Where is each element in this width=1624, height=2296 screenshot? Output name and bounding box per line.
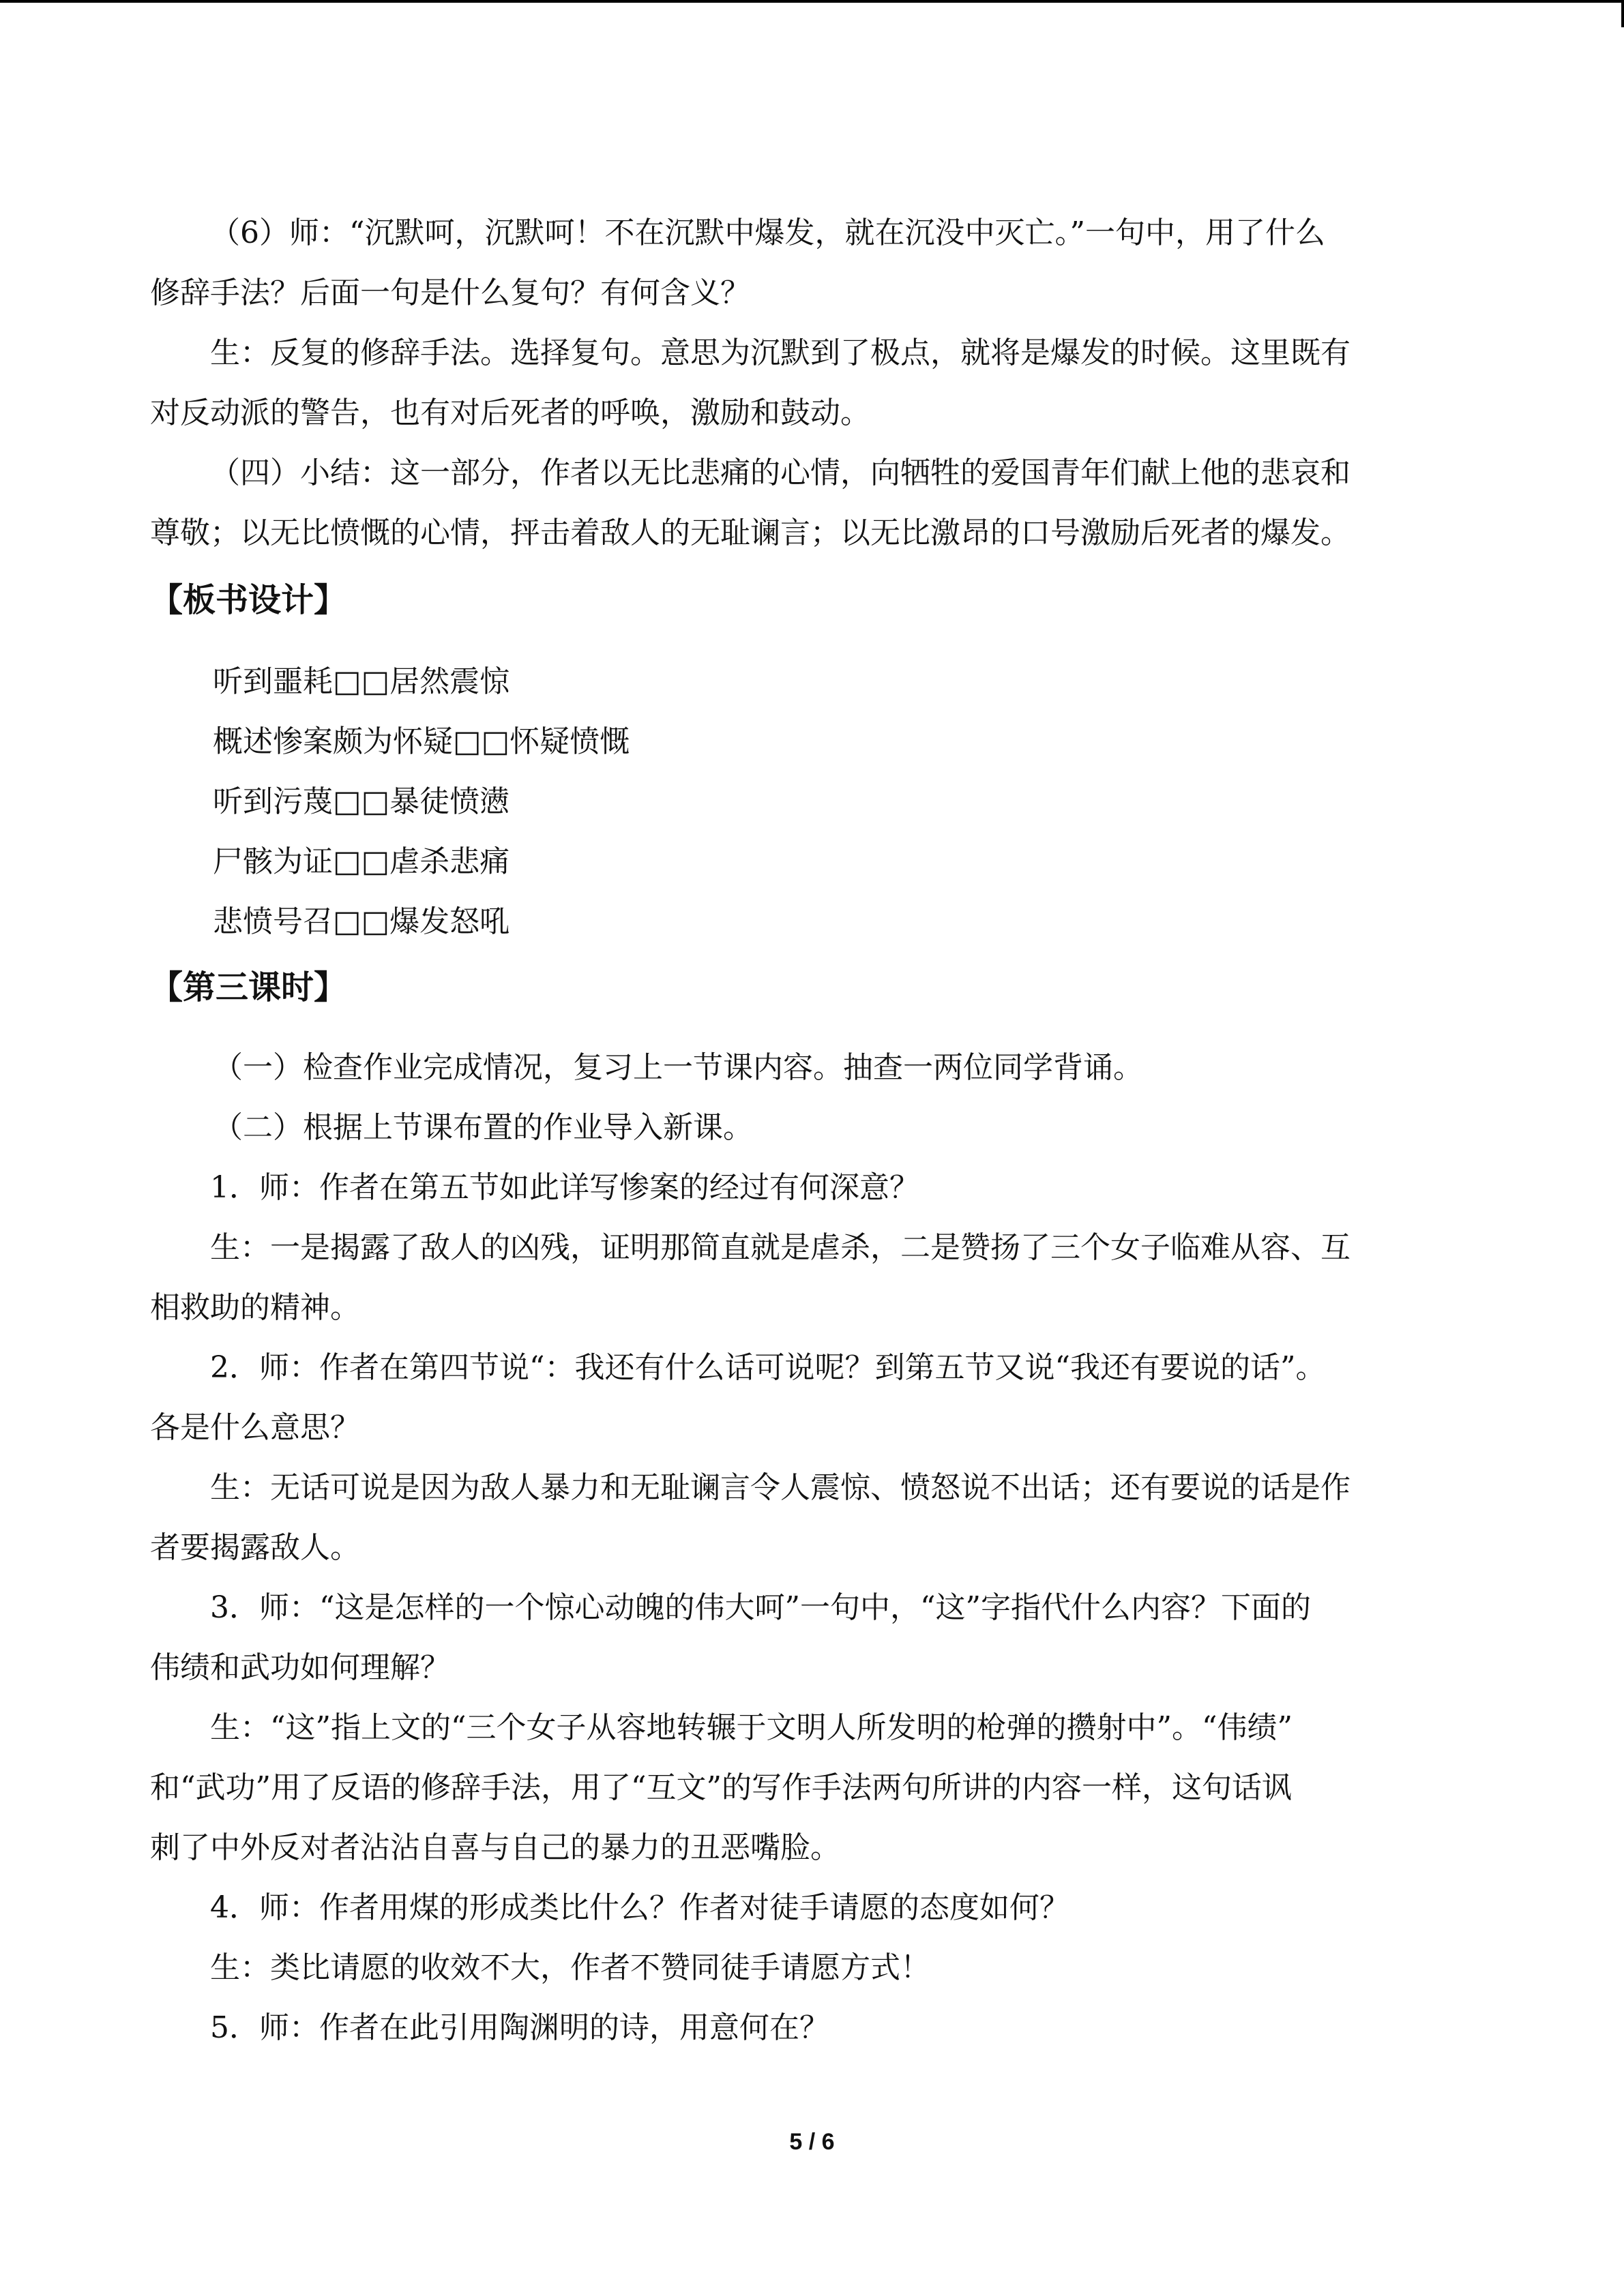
- question-3-line-1: 3．师：“这是怎样的一个惊心动魄的伟大呵”一句中，“这”字指代什么内容？下面的: [210, 1590, 1311, 1625]
- board-item: 概述惨案颇为怀疑□□怀疑愤慨: [213, 724, 630, 759]
- answer-6-line-1: 生：反复的修辞手法。选择复句。意思为沉默到了极点，就将是爆发的时候。这里既有: [210, 336, 1350, 370]
- lesson-3-step-2: （二）根据上节课布置的作业导入新课。: [213, 1110, 753, 1145]
- question-2-line-1: 2．师：作者在第四节说“：我还有什么话可说呢？到第五节又说“我还有要说的话”。: [210, 1350, 1326, 1385]
- summary-line-1: （四）小结：这一部分，作者以无比悲痛的心情，向牺牲的爱国青年们献上他的悲哀和: [210, 456, 1350, 490]
- answer-2-line-2: 者要揭露敌人。: [150, 1530, 360, 1565]
- answer-3-line-1: 生：“这”指上文的“三个女子从容地转辗于文明人所发明的枪弹的攒射中”。“伟绩”: [210, 1710, 1293, 1745]
- page-number: 5 / 6: [789, 2129, 835, 2155]
- right-border: [1621, 0, 1624, 27]
- board-design-heading: 【板书设计】: [150, 581, 347, 619]
- answer-1-line-2: 相救助的精神。: [150, 1290, 360, 1325]
- question-5: 5．师：作者在此引用陶渊明的诗，用意何在？: [210, 2010, 829, 2045]
- answer-1-line-1: 生：一是揭露了敌人的凶残，证明那简直就是虐杀，二是赞扬了三个女子临难从容、互: [210, 1230, 1350, 1265]
- question-3-line-2: 伟绩和武功如何理解？: [150, 1650, 450, 1685]
- question-6-line-1: （6）师：“沉默呵，沉默呵！不在沉默中爆发，就在沉没中灭亡。”一句中，用了什么: [210, 215, 1325, 250]
- summary-line-2: 尊敬；以无比愤慨的心情，抨击着敌人的无耻谰言；以无比激昂的口号激励后死者的爆发。: [150, 516, 1350, 550]
- lesson-3-step-1: （一）检查作业完成情况，复习上一节课内容。抽查一两位同学背诵。: [213, 1050, 1143, 1085]
- lesson-3-heading: 【第三课时】: [150, 968, 347, 1007]
- board-item: 悲愤号召□□爆发怒吼: [213, 904, 510, 939]
- question-2-line-2: 各是什么意思？: [150, 1410, 360, 1445]
- answer-4: 生：类比请愿的收效不大，作者不赞同徒手请愿方式！: [210, 1950, 930, 1985]
- answer-6-line-2: 对反动派的警告，也有对后死者的呼唤，激励和鼓动。: [150, 396, 870, 430]
- board-item: 听到噩耗□□居然震惊: [213, 664, 510, 699]
- board-item: 听到污蔑□□暴徒愤懑: [213, 784, 510, 819]
- answer-3-line-2: 和“武功”用了反语的修辞手法，用了“互文”的写作手法两句所讲的内容一样，这句话讽: [150, 1770, 1292, 1805]
- answer-3-line-3: 刺了中外反对者沾沾自喜与自己的暴力的丑恶嘴脸。: [150, 1830, 840, 1865]
- answer-2-line-1: 生：无话可说是因为敌人暴力和无耻谰言令人震惊、愤怒说不出话；还有要说的话是作: [210, 1470, 1350, 1505]
- question-6-line-2: 修辞手法？后面一句是什么复句？有何含义？: [150, 275, 750, 310]
- top-border: [0, 0, 1624, 3]
- question-1: 1．师：作者在第五节如此详写惨案的经过有何深意？: [210, 1170, 919, 1205]
- board-item: 尸骸为证□□虐杀悲痛: [213, 844, 510, 879]
- question-4: 4．师：作者用煤的形成类比什么？作者对徒手请愿的态度如何？: [210, 1890, 1069, 1925]
